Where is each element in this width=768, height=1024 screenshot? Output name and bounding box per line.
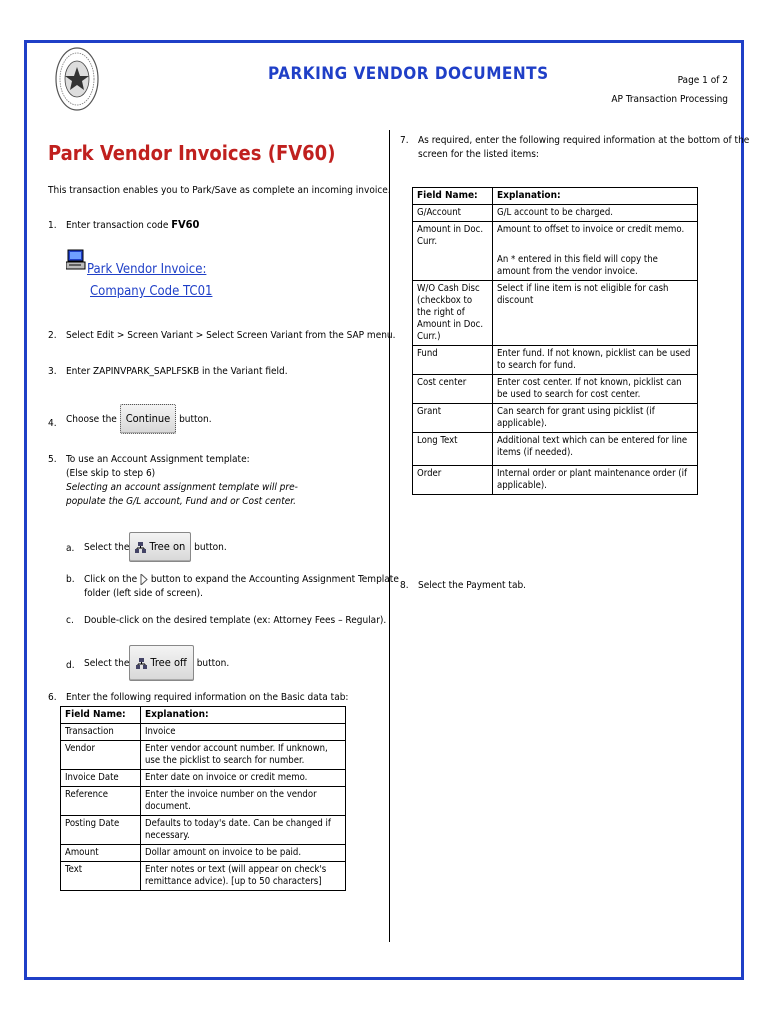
table-row <box>61 845 346 862</box>
table-row <box>413 375 698 404</box>
step-5-text <box>66 453 298 509</box>
intro-text: This transaction enables you to Park/Save as complete an incoming invoice. <box>48 185 391 196</box>
page-info <box>611 71 728 109</box>
tree-off-button[interactable] <box>129 645 193 681</box>
tree-icon <box>136 658 147 669</box>
company-code-link[interactable]: Company Code TC01 <box>90 284 213 299</box>
step-letter: c. <box>66 615 74 626</box>
step-5-line2: (Else skip to step 6) <box>66 468 156 479</box>
step-2-text: Select Edit > Screen Variant > Select Screen Variant from the SAP menu. <box>66 330 396 341</box>
step-number: 2. <box>48 330 57 341</box>
field-explanation: Enter vendor account number. If unknown, use the picklist to search for number. <box>141 741 346 770</box>
tree-on-label: Tree on <box>149 540 186 553</box>
field-name: Grant <box>413 404 493 433</box>
table-row <box>413 346 698 375</box>
field-explanation: G/L account to be charged. <box>493 205 698 222</box>
document-title: PARKING VENDOR DOCUMENTS <box>268 64 549 84</box>
field-name: Long Text <box>413 433 493 466</box>
step-5d-pre: Select the <box>84 658 130 669</box>
field-name: Invoice Date <box>61 770 141 787</box>
transaction-code: FV60 <box>171 218 200 231</box>
step-letter: b. <box>66 574 75 585</box>
expand-arrow-icon[interactable] <box>140 574 148 585</box>
field-explanation: Enter notes or text (will appear on check's remittance advice). [up to 50 characters] <box>141 862 346 891</box>
tree-on-button[interactable] <box>129 532 191 562</box>
step-number: 4. <box>48 418 57 429</box>
park-vendor-invoice-link[interactable]: Park Vendor Invoice: <box>87 262 207 277</box>
step-1-text <box>66 218 199 233</box>
step-number: 3. <box>48 366 57 377</box>
field-name: Fund <box>413 346 493 375</box>
step-5c-text: Double-click on the desired template (ex: Attorney Fees – Regular). <box>84 615 387 626</box>
field-name: Amount in Doc. Curr. <box>413 222 493 281</box>
tree-icon <box>135 542 146 553</box>
step-number: 1. <box>48 220 57 231</box>
step-5d-post: button. <box>196 658 230 669</box>
step-1-label: Enter transaction code <box>66 220 172 231</box>
field-name: Reference <box>61 787 141 816</box>
table-row <box>61 816 346 845</box>
field-explanation: Enter date on invoice or credit memo. <box>141 770 346 787</box>
step-3-text: Enter ZAPINVPARK_SAPLFSKB in the Variant field. <box>66 366 288 377</box>
step-letter: a. <box>66 543 75 554</box>
table-row <box>61 862 346 891</box>
section-title: Park Vendor Invoices (FV60) <box>48 141 336 165</box>
continue-button[interactable]: Continue <box>120 404 177 434</box>
step-5b-line2: folder (left side of screen). <box>84 588 203 599</box>
step-7-line2: screen for the listed items: <box>418 149 539 160</box>
step-5-line1: To use an Account Assignment template: <box>66 454 250 465</box>
field-name: Vendor <box>61 741 141 770</box>
bottom-items-table <box>412 187 698 495</box>
basic-data-table <box>60 706 346 891</box>
step-5b-pre: Click on the <box>84 574 138 585</box>
step-7-text <box>418 134 749 162</box>
step-number: 8. <box>400 580 409 591</box>
table-row <box>413 222 698 281</box>
step-6-text: Enter the following required information on the Basic data tab: <box>66 692 349 703</box>
table-row <box>413 205 698 222</box>
table-row <box>413 466 698 495</box>
step-5d-text <box>84 645 229 681</box>
field-name: W/O Cash Disc (checkbox to the right of Amount in Doc. Curr.) <box>413 281 493 346</box>
field-explanation: Can search for grant using picklist (if applicable). <box>493 404 698 433</box>
table-row <box>413 433 698 466</box>
column-divider <box>389 130 390 942</box>
step-8-text: Select the Payment tab. <box>418 580 527 591</box>
field-name: Text <box>61 862 141 891</box>
tree-off-label: Tree off <box>150 656 187 669</box>
field-explanation-line: Amount to offset to invoice or credit memo. <box>497 224 685 235</box>
step-4-pre: Choose the <box>66 414 117 425</box>
county-seal-icon <box>55 47 99 111</box>
table-header: Explanation: <box>141 707 346 724</box>
field-explanation: Defaults to today's date. Can be changed if necessary. <box>141 816 346 845</box>
step-letter: d. <box>66 660 75 671</box>
step-5a-post: button. <box>194 542 227 553</box>
step-5b-text <box>84 573 399 601</box>
step-5-note-1: Selecting an account assignment template will pre- <box>66 482 298 493</box>
field-explanation: Enter the invoice number on the vendor document. <box>141 787 346 816</box>
table-header: Explanation: <box>493 188 698 205</box>
page-number: Page 1 of 2 <box>677 75 728 86</box>
computer-icon <box>66 249 86 271</box>
field-name: G/Account <box>413 205 493 222</box>
field-explanation <box>493 222 698 281</box>
step-4-text <box>66 404 212 434</box>
field-name: Order <box>413 466 493 495</box>
field-explanation: Dollar amount on invoice to be paid. <box>141 845 346 862</box>
step-5a-pre: Select the <box>84 542 130 553</box>
field-name: Transaction <box>61 724 141 741</box>
step-number: 7. <box>400 135 409 146</box>
table-row <box>413 281 698 346</box>
table-row <box>61 787 346 816</box>
table-header-row <box>61 707 346 724</box>
table-row <box>61 770 346 787</box>
step-5a-text <box>84 532 227 562</box>
step-4-post: button. <box>179 414 212 425</box>
field-explanation-note: An * entered in this field will copy the amount from the vendor invoice. <box>497 254 658 277</box>
step-number: 5. <box>48 454 57 465</box>
table-row <box>413 404 698 433</box>
step-7-line1: As required, enter the following required information at the bottom of the <box>418 135 750 146</box>
step-5b-line1: button to expand the Accounting Assignment Template <box>150 574 399 585</box>
field-explanation: Enter fund. If not known, picklist can be used to search for fund. <box>493 346 698 375</box>
table-header: Field Name: <box>413 188 493 205</box>
field-name: Amount <box>61 845 141 862</box>
field-explanation: Additional text which can be entered for line items (if needed). <box>493 433 698 466</box>
step-5-note-2: populate the G/L account, Fund and or Cost center. <box>66 496 296 507</box>
table-row <box>61 724 346 741</box>
field-explanation: Enter cost center. If not known, picklist can be used to search for cost center. <box>493 375 698 404</box>
header-subtitle: AP Transaction Processing <box>611 94 728 105</box>
table-header-row <box>413 188 698 205</box>
table-header: Field Name: <box>61 707 141 724</box>
field-explanation: Internal order or plant maintenance order (if applicable). <box>493 466 698 495</box>
field-name: Cost center <box>413 375 493 404</box>
table-row <box>61 741 346 770</box>
field-explanation: Invoice <box>141 724 346 741</box>
step-number: 6. <box>48 692 57 703</box>
field-explanation: Select if line item is not eligible for cash discount <box>493 281 698 346</box>
field-name: Posting Date <box>61 816 141 845</box>
